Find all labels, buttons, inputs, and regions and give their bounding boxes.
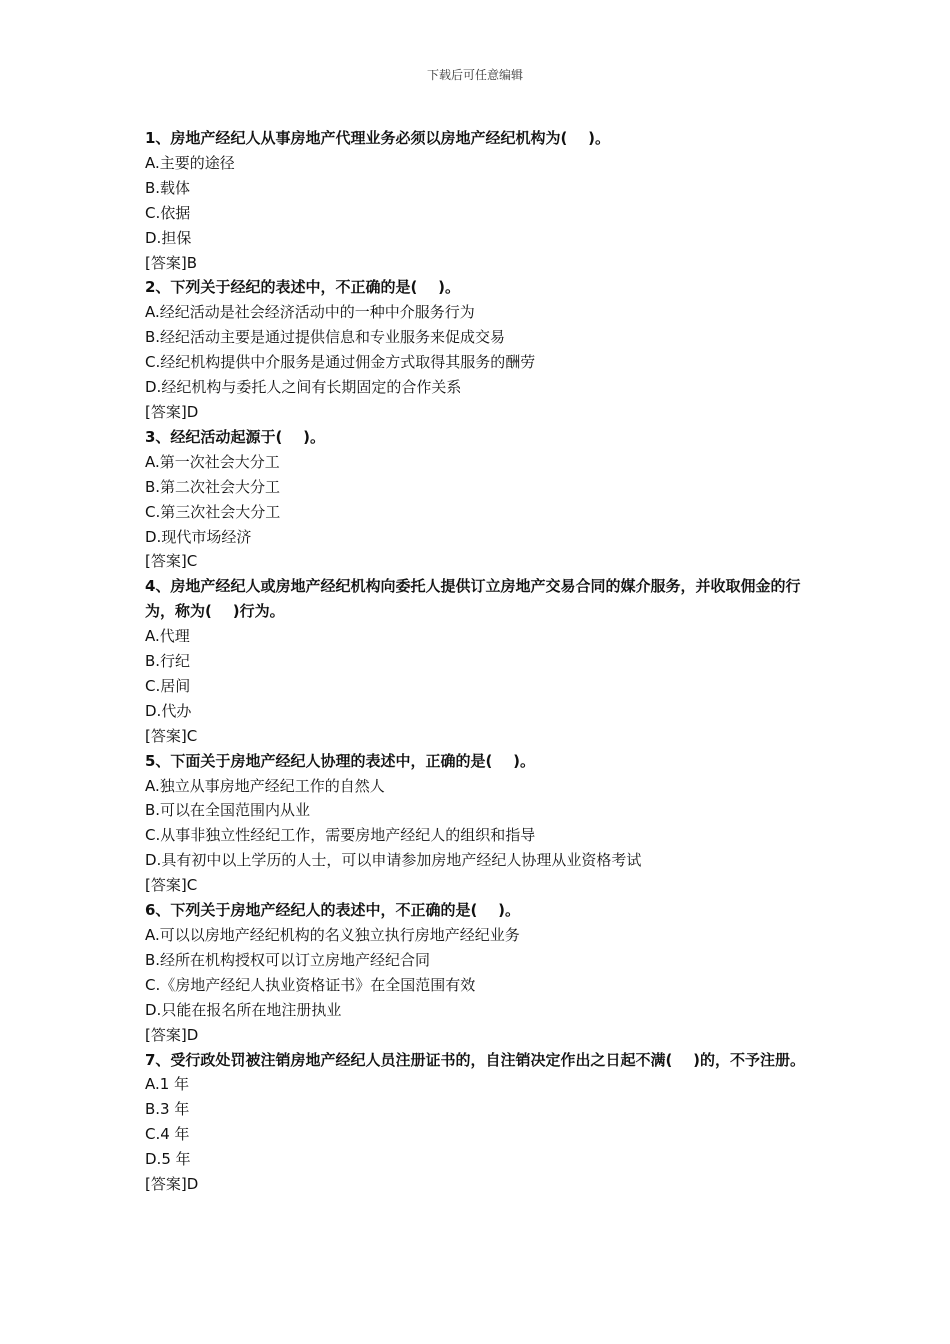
option-a: A.经纪活动是社会经济活动中的一种中介服务行为 — [145, 303, 475, 322]
option-a: A.1 年 — [145, 1075, 190, 1094]
document-body — [145, 126, 815, 1197]
option-a: A.独立从事房地产经纪工作的自然人 — [145, 776, 385, 795]
answer-line: [答案]C — [145, 876, 198, 895]
option-c: C.从事非独立性经纪工作，需要房地产经纪人的组织和指导 — [145, 826, 536, 845]
question-block — [145, 749, 815, 898]
question-stem: 6、下列关于房地产经纪人的表述中，不正确的是( )。 — [145, 901, 521, 920]
option-c: C.居间 — [145, 676, 191, 695]
option-d: D.只能在报名所在地注册执业 — [145, 1000, 342, 1019]
question-block — [145, 425, 815, 574]
option-d: D.现代市场经济 — [145, 527, 252, 546]
question-block — [145, 275, 815, 424]
question-stem: 7、受行政处罚被注销房地产经纪人员注册证书的，自注销决定作出之日起不满( )的，不予注册。 — [145, 1050, 806, 1069]
option-b: B.行纪 — [145, 652, 191, 671]
question-stem: 1、房地产经纪人从事房地产代理业务必须以房地产经纪机构为( )。 — [145, 129, 611, 147]
option-d: D.担保 — [145, 228, 192, 247]
option-a: A.第一次社会大分工 — [145, 452, 280, 471]
option-b: B.3 年 — [145, 1100, 190, 1119]
answer-line: [答案]D — [145, 1175, 199, 1194]
question-block — [145, 126, 815, 275]
option-b: B.第二次社会大分工 — [145, 477, 281, 496]
question-stem: 2、下列关于经纪的表述中，不正确的是( )。 — [145, 278, 461, 297]
question-block — [145, 574, 815, 748]
option-b: B.经所在机构授权可以订立房地产经纪合同 — [145, 950, 431, 969]
question-stem: 5、下面关于房地产经纪人协理的表述中，正确的是( )。 — [145, 751, 536, 770]
option-c: C.《房地产经纪人执业资格证书》在全国范围有效 — [145, 975, 476, 994]
answer-line: [答案]B — [145, 253, 197, 272]
option-d: D.具有初中以上学历的人士，可以申请参加房地产经纪人协理从业资格考试 — [145, 851, 642, 870]
option-d: D.经纪机构与委托人之间有长期固定的合作关系 — [145, 378, 462, 397]
option-b: B.经纪活动主要是通过提供信息和专业服务来促成交易 — [145, 328, 506, 347]
option-c: C.4 年 — [145, 1125, 190, 1144]
option-c: C.依据 — [145, 203, 191, 222]
option-d: D.代办 — [145, 701, 192, 720]
question-block — [145, 898, 815, 1047]
option-c: C.经纪机构提供中介服务是通过佣金方式取得其服务的酬劳 — [145, 353, 536, 372]
answer-line: [答案]D — [145, 1025, 199, 1044]
question-stem: 4、房地产经纪人或房地产经纪机构向委托人提供订立房地产交易合同的媒介服务，并收取佣金的行为，称为( )行为。 — [145, 577, 801, 621]
option-c: C.第三次社会大分工 — [145, 502, 281, 521]
answer-line: [答案]C — [145, 552, 198, 571]
option-a: A.代理 — [145, 627, 190, 646]
answer-line: [答案]D — [145, 402, 199, 421]
option-a: A.主要的途径 — [145, 153, 235, 172]
question-block — [145, 1048, 815, 1197]
option-b: B.可以在全国范围内从业 — [145, 801, 311, 820]
option-a: A.可以以房地产经纪机构的名义独立执行房地产经纪业务 — [145, 926, 520, 944]
answer-line: [答案]C — [145, 726, 198, 745]
question-stem: 3、经纪活动起源于( )。 — [145, 427, 326, 446]
option-d: D.5 年 — [145, 1150, 191, 1169]
option-b: B.载体 — [145, 178, 191, 197]
page-header: 下载后可任意编辑 — [426, 68, 523, 82]
